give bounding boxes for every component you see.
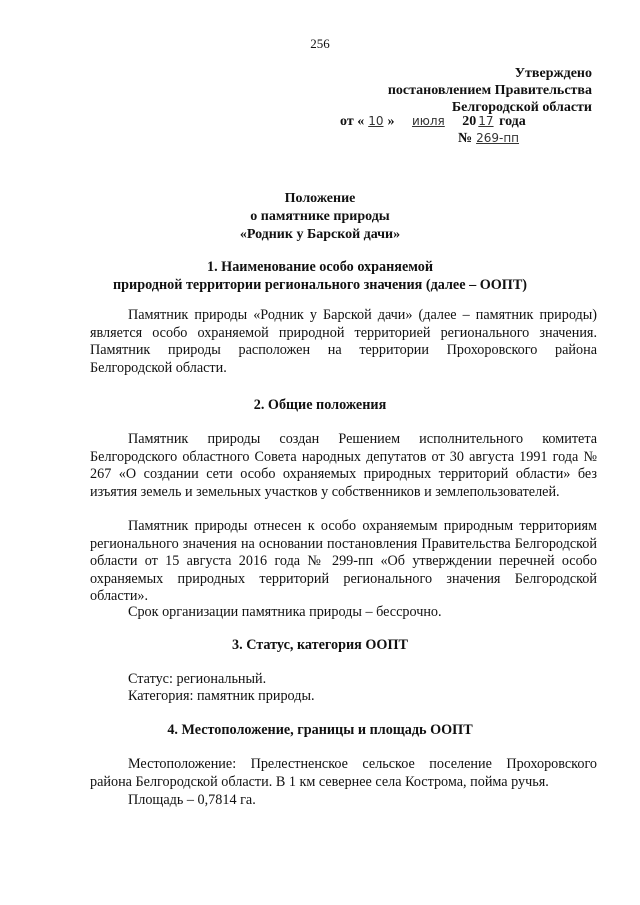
number-value: 269-пп: [476, 131, 520, 145]
date-prefix: от «: [340, 114, 365, 129]
title-line-2: о памятнике природы: [250, 209, 390, 224]
section-2-paragraph-2: Памятник природы отнесен к особо охраняемым природным территориям регионального значения на основании постановления Правительства Белгородской области от 15 августа 2016 года № 299-пп «Об утверждении перечней особо охраняемых природных территорий регионального значения Белгородской области».: [90, 518, 597, 604]
section-4-location: Местоположение: Прелестненское сельское поселение Прохоровского района Белгородской области. В 1 км севернее села Кострома, пойма ручья.: [90, 756, 597, 790]
section-1-paragraph: Памятник природы «Родник у Барской дачи» (далее – памятник природы) является особо охраняемой природной территорией регионального значения. Памятник природы расположен на территории Прохоровского района Белгородской области.: [90, 307, 597, 376]
approval-date: [340, 114, 600, 130]
approval-line-3: Белгородской области: [451, 100, 592, 115]
section-1-heading-line-2: природной территории регионального значения (далее – ООПТ): [112, 277, 528, 293]
section-3-heading: 3. Статус, категория ООПТ: [232, 637, 408, 653]
section-2-paragraph-3: Срок организации памятника природы – бессрочно.: [128, 604, 442, 620]
section-1-heading: [40, 258, 600, 294]
title-line-3: «Родник у Барской дачи»: [239, 227, 401, 242]
section-2-paragraph-1: Памятник природы создан Решением исполнительного комитета Белгородского областного Совета народных депутатов от 30 августа 1991 года № 267 «О создании сети особо охраняемых природных территорий области» без изъятия земель и земельных участков у собственников и землепользователей.: [90, 431, 597, 500]
section-4-heading: 4. Местоположение, границы и площадь ООПТ: [167, 722, 473, 738]
approval-line-1: Утверждено: [514, 66, 592, 81]
date-year-word: года: [499, 114, 526, 129]
date-year-suffix: 17: [478, 114, 494, 128]
title-line-1: Положение: [284, 191, 356, 206]
date-mid: »: [387, 114, 395, 129]
date-day: 10: [368, 114, 384, 128]
page-number: 256: [310, 36, 330, 51]
approval-number: [458, 131, 523, 147]
section-4-area: Площадь – 0,7814 га.: [128, 792, 256, 808]
section-2-heading: 2. Общие положения: [253, 397, 387, 413]
date-year-prefix: 20: [462, 114, 477, 129]
section-3-status: Статус: региональный.: [128, 671, 267, 687]
section-3-category: Категория: памятник природы.: [128, 688, 315, 704]
document-title: [0, 190, 640, 244]
section-1-heading-line-1: 1. Наименование особо охраняемой: [206, 259, 434, 275]
approval-line-2: постановлением Правительства: [387, 83, 592, 98]
number-prefix: №: [458, 131, 473, 146]
date-month: июля: [411, 114, 445, 128]
approval-block: [332, 65, 592, 116]
